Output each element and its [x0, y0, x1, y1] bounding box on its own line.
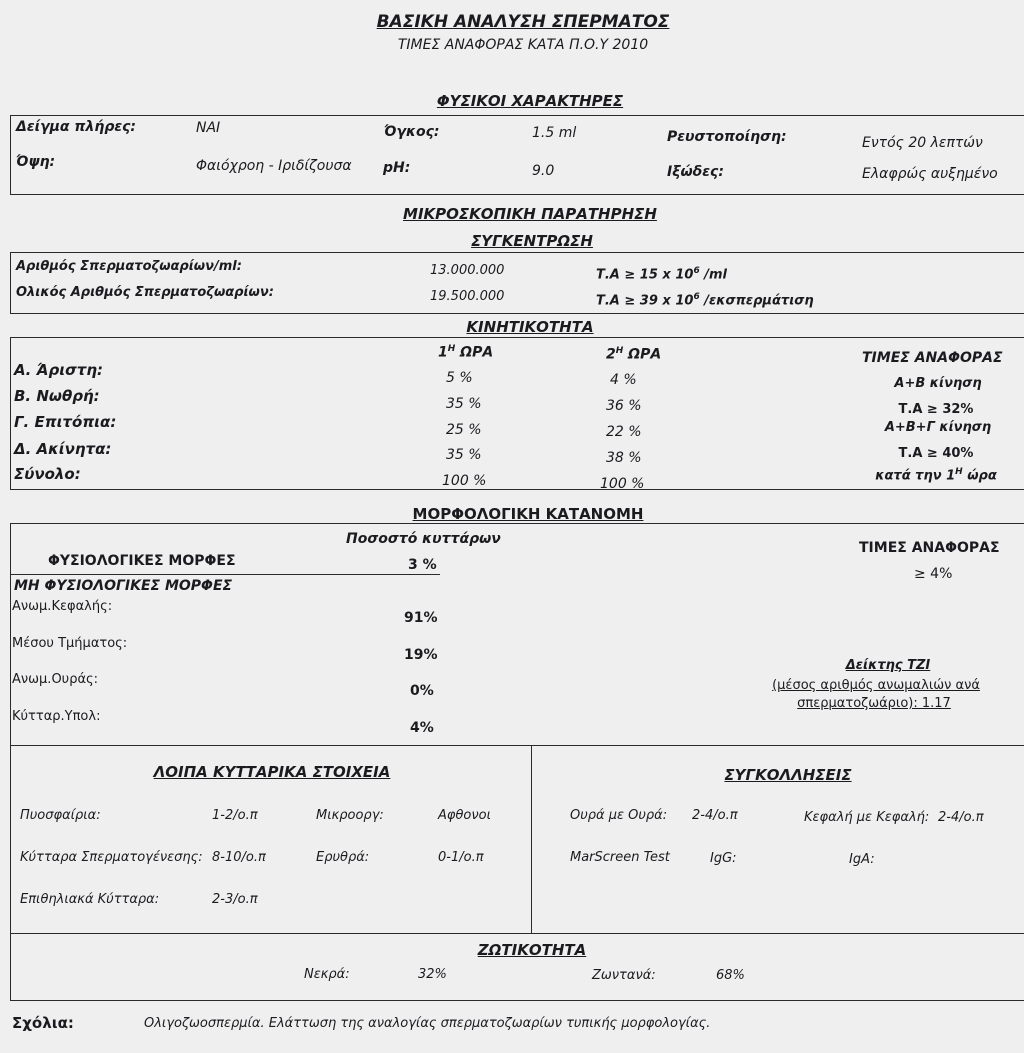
motility-col-hour2: $2^H$ ΩΡΑ — [606, 346, 662, 363]
abnormality-label: Ανωμ.Ουράς: — [12, 672, 99, 687]
tzi-index-title: Δείκτης TZI — [845, 658, 931, 673]
comments-label: Σχόλια: — [12, 1014, 74, 1032]
motility-row-label: Σύνολο: — [14, 465, 81, 483]
count-per-ml-label: Αριθμός Σπερματοζωαρίων/ml: — [16, 259, 242, 274]
motility-row-h1: 25 % — [446, 422, 482, 438]
ph-value: 9.0 — [532, 163, 555, 179]
motility-col-hour1: $1^H$ ΩΡΑ — [438, 344, 494, 361]
appearance-value: Φαιόχροη - Ιριδίζουσα — [196, 158, 352, 174]
section-header-physical: ΦΥΣΙΚΟΙ ΧΑΡΑΚΤΗΡΕΣ — [436, 92, 624, 110]
normal-forms-value: 3 % — [408, 557, 437, 573]
divider — [10, 574, 440, 575]
motility-row-label: Β. Νωθρή: — [14, 387, 100, 405]
rbc-label: Ερυθρά: — [316, 850, 370, 865]
abnormal-forms-label: ΜΗ ΦΥΣΙΟΛΟΓΙΚΕΣ ΜΟΡΦΕΣ — [14, 578, 233, 594]
motility-ref-line: Α+Β κίνηση — [894, 376, 982, 391]
normal-forms-reference: ≥ 4% — [914, 566, 953, 582]
epithelial-cells-label: Επιθηλιακά Κύτταρα: — [20, 892, 160, 907]
motility-row-h2: 4 % — [610, 372, 637, 388]
motility-row-h1: 35 % — [446, 447, 482, 463]
divider — [10, 252, 11, 313]
section-header-concentration: ΣΥΓΚΕΝΤΡΩΣΗ — [471, 232, 593, 250]
tzi-index-value: σπερματοζωάριο): 1.17 — [797, 696, 951, 711]
motility-row-h2: 36 % — [606, 398, 642, 414]
abnormality-label: Ανωμ.Κεφαλής: — [12, 599, 113, 614]
volume-value: 1.5 ml — [532, 125, 577, 141]
volume-label: Όγκος: — [384, 124, 440, 140]
total-count-reference: Τ.Α ≥ 39 x $10^6$ /εκσπερμάτιση — [596, 292, 814, 309]
morphology-ref-header: ΤΙΜΕΣ ΑΝΑΦΟΡΑΣ — [859, 540, 1000, 556]
morphology-percent-header: Ποσοστό κυττάρων — [346, 531, 501, 547]
alive-value: 68% — [716, 968, 745, 983]
abnormality-label: Μέσου Τμήματος: — [12, 636, 128, 651]
motility-row-label: Α. Άριστη: — [14, 361, 104, 379]
tail-tail-value: 2-4/ο.π — [692, 808, 738, 823]
head-head-label: Κεφαλή με Κεφαλή: — [804, 810, 930, 825]
tzi-index-line: (μέσος αριθμός ανωμαλιών ανά — [772, 678, 980, 693]
microorganisms-label: Μικροοργ: — [316, 808, 384, 823]
report-subtitle: ΤΙΜΕΣ ΑΝΑΦΟΡΑΣ ΚΑΤΑ Π.Ο.Υ 2010 — [397, 37, 649, 53]
divider — [10, 489, 1024, 490]
viscosity-label: Ιξώδες: — [667, 164, 724, 180]
pyocytes-label: Πυοσφαίρια: — [20, 808, 101, 823]
divider — [10, 745, 11, 1000]
comments-text: Ολιγοζωοσπερμία. Ελάττωση της αναλογίας σπερματοζωαρίων τυπικής μορφολογίας. — [144, 1016, 711, 1031]
section-header-other-cells: ΛΟΙΠΑ ΚΥΤΤΑΡΙΚΑ ΣΤΟΙΧΕΙΑ — [153, 763, 391, 781]
divider — [10, 252, 1024, 253]
count-per-ml-value: 13.000.000 — [430, 263, 505, 278]
sample-complete-label: Δείγμα πλήρες: — [16, 119, 137, 135]
section-header-microscopic: ΜΙΚΡΟΣΚΟΠΙΚΗ ΠΑΡΑΤΗΡΗΣΗ — [403, 205, 657, 223]
motility-row-h1: 35 % — [446, 396, 482, 412]
divider — [10, 313, 1024, 314]
abnormality-value: 0% — [410, 683, 434, 699]
motility-row-label: Γ. Επιτόπια: — [14, 413, 117, 431]
spermatogenesis-cells-value: 8-10/ο.π — [212, 850, 266, 865]
abnormality-label: Κύτταρ.Υπολ: — [12, 709, 101, 724]
motility-row-h1: 5 % — [446, 370, 473, 386]
section-header-motility: ΚΙΝΗΤΙΚΟΤΗΤΑ — [466, 318, 594, 336]
abnormality-value: 19% — [404, 647, 438, 663]
liquefaction-value: Εντός 20 λεπτών — [862, 135, 983, 151]
igg-label: IgG: — [710, 851, 737, 866]
sample-complete-value: ΝΑΙ — [196, 120, 221, 136]
divider — [531, 745, 532, 933]
dead-label: Νεκρά: — [304, 967, 350, 982]
divider — [10, 337, 1024, 338]
marscreen-test-label: MarScreen Test — [570, 850, 670, 865]
pyocytes-value: 1-2/ο.π — [212, 808, 258, 823]
rbc-value: 0-1/ο.π — [438, 850, 484, 865]
divider — [10, 194, 1024, 195]
divider — [10, 523, 1024, 524]
iga-label: IgA: — [849, 852, 875, 867]
liquefaction-label: Ρευστοποίηση: — [667, 129, 787, 145]
divider — [10, 523, 11, 745]
section-header-vitality: ΖΩΤΙΚΟΤΗΤΑ — [477, 941, 587, 959]
count-per-ml-reference: Τ.Α ≥ 15 x $10^6$ /ml — [596, 266, 727, 283]
ph-label: pH: — [383, 160, 411, 176]
head-head-value: 2-4/ο.π — [938, 810, 984, 825]
divider — [10, 745, 1024, 746]
motility-ref-line: Τ.Α ≥ 40% — [898, 446, 974, 461]
total-count-value: 19.500.000 — [430, 289, 505, 304]
abnormality-value: 4% — [410, 720, 434, 736]
divider — [10, 337, 11, 489]
epithelial-cells-value: 2-3/ο.π — [212, 892, 258, 907]
abnormality-value: 91% — [404, 610, 438, 626]
microorganisms-value: Αφθονοι — [438, 808, 491, 823]
divider — [10, 1000, 1024, 1001]
motility-ref-header: ΤΙΜΕΣ ΑΝΑΦΟΡΑΣ — [862, 350, 1003, 366]
section-header-morphology: ΜΟΡΦΟΛΟΓΙΚΗ ΚΑΤΑΝΟΜΗ — [412, 505, 644, 523]
report-title: ΒΑΣΙΚΗ ΑΝΑΛΥΣΗ ΣΠΕΡΜΑΤΟΣ — [376, 12, 670, 32]
motility-ref-line: κατά την $1^H$ ώρα — [875, 467, 997, 484]
spermatogenesis-cells-label: Κύτταρα Σπερματογένεσης: — [20, 850, 203, 865]
divider — [10, 933, 1024, 934]
motility-row-h1: 100 % — [442, 473, 487, 489]
tail-tail-label: Ουρά με Ουρά: — [570, 808, 668, 823]
dead-value: 32% — [418, 967, 447, 982]
alive-label: Ζωντανά: — [592, 968, 656, 983]
motility-row-h2: 38 % — [606, 450, 642, 466]
viscosity-value: Ελαφρώς αυξημένο — [862, 166, 998, 182]
motility-row-h2: 100 % — [600, 476, 645, 492]
divider — [10, 115, 1024, 116]
motility-row-h2: 22 % — [606, 424, 642, 440]
total-count-label: Ολικός Αριθμός Σπερματοζωαρίων: — [16, 285, 274, 300]
appearance-label: Όψη: — [16, 154, 56, 170]
motility-ref-line: Τ.Α ≥ 32% — [898, 402, 974, 417]
divider — [10, 115, 11, 194]
section-header-agglutination: ΣΥΓΚΟΛΛΗΣΕΙΣ — [724, 766, 852, 784]
normal-forms-label: ΦΥΣΙΟΛΟΓΙΚΕΣ ΜΟΡΦΕΣ — [48, 553, 236, 569]
motility-ref-line: Α+Β+Γ κίνηση — [884, 420, 992, 435]
motility-row-label: Δ. Ακίνητα: — [14, 440, 112, 458]
